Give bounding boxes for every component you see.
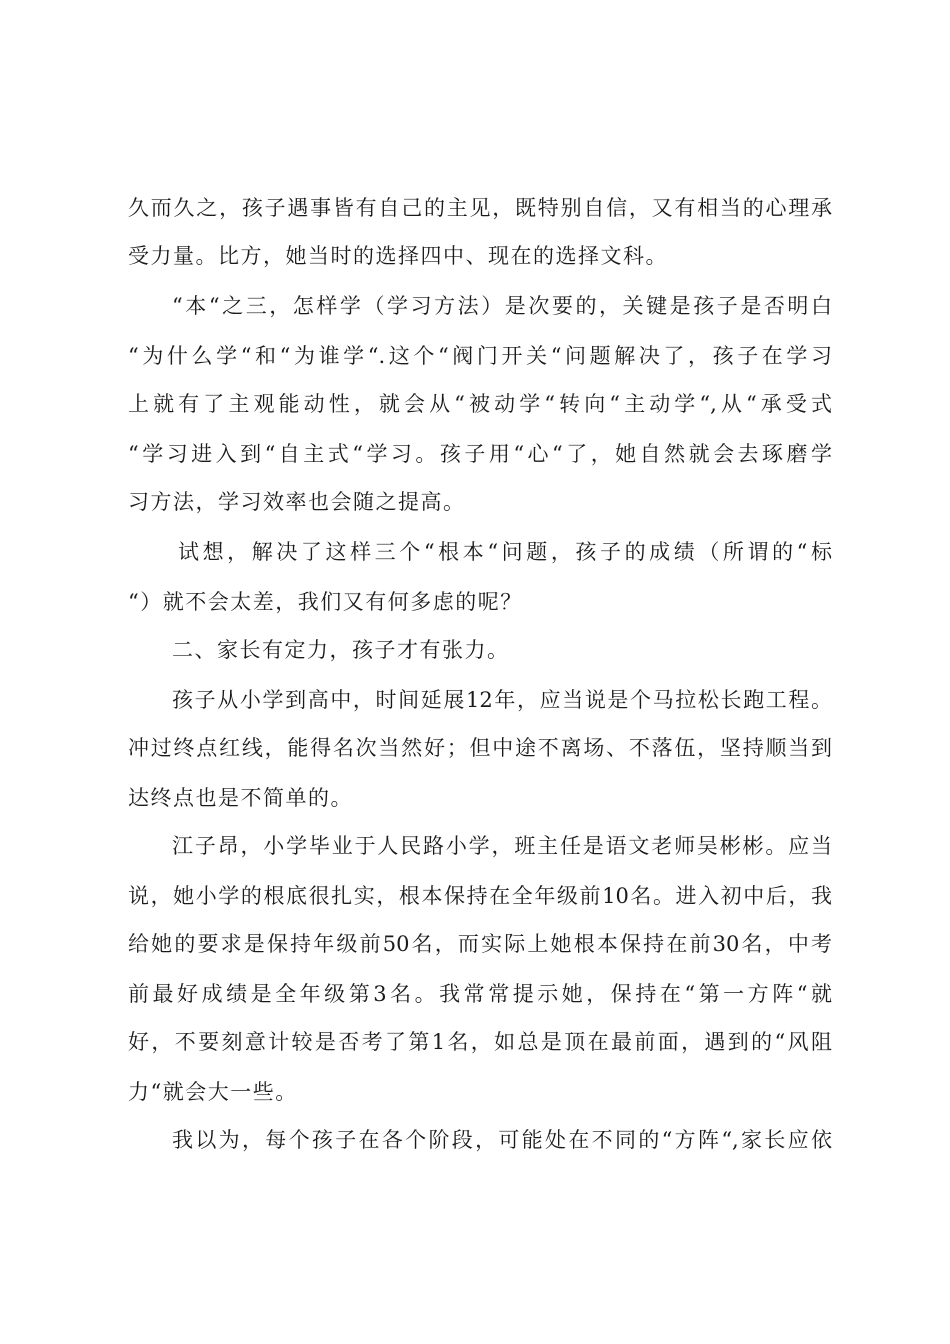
text-line-2: 受力量。比方，她当时的选择四中、现在的选择文科。 [128,244,668,268]
text-line-20: 我以为，每个孩子在各个阶段，可能处在不同的“方阵“,家长应依 [172,1128,832,1152]
section-heading: 二、家长有定力，孩子才有张力。 [172,638,510,662]
text-line-3: “本“之三，怎样学（学习方法）是次要的，关键是孩子是否明白 [172,294,832,318]
text-line-19: 力“就会大一些。 [128,1080,298,1104]
text-line-5: 上就有了主观能动性，就会从“被动学“转向“主动学“,从“承受式 [128,392,832,416]
text-line-9: “）就不会太差，我们又有何多虑的呢？ [128,590,523,614]
text-line-1: 久而久之，孩子遇事皆有自己的主见，既特别自信，又有相当的心理承 [128,196,832,220]
text-line-6: “学习进入到“自主式“学习。孩子用“心“了，她自然就会去琢磨学 [128,442,832,466]
text-line-8: 试想，解决了这样三个“根本“问题，孩子的成绩（所谓的“标 [178,540,832,564]
text-line-12: 冲过终点红线，能得名次当然好；但中途不离场、不落伍，坚持顺当到 [128,736,832,760]
text-line-18: 好，不要刻意计较是否考了第1名，如总是顶在最前面，遇到的“风阻 [128,1030,832,1054]
text-line-4: “为什么学“和“为谁学“.这个“阀门开关“问题解决了，孩子在学习 [128,344,832,368]
text-line-16: 给她的要求是保持年级前50名，而实际上她根本保持在前30名，中考 [128,932,832,956]
text-line-13: 达终点也是不简单的。 [128,786,353,810]
text-line-7: 习方法，学习效率也会随之提高。 [128,490,466,514]
text-line-15: 说，她小学的根底很扎实，根本保持在全年级前10名。进入初中后，我 [128,884,832,908]
text-line-17: 前最好成绩是全年级第3名。我常常提示她，保持在“第一方阵“就 [128,982,832,1006]
text-line-14: 江子昂，小学毕业于人民路小学，班主任是语文老师吴彬彬。应当 [172,834,832,858]
text-line-11: 孩子从小学到高中，时间延展12年，应当说是个马拉松长跑工程。 [172,688,832,712]
